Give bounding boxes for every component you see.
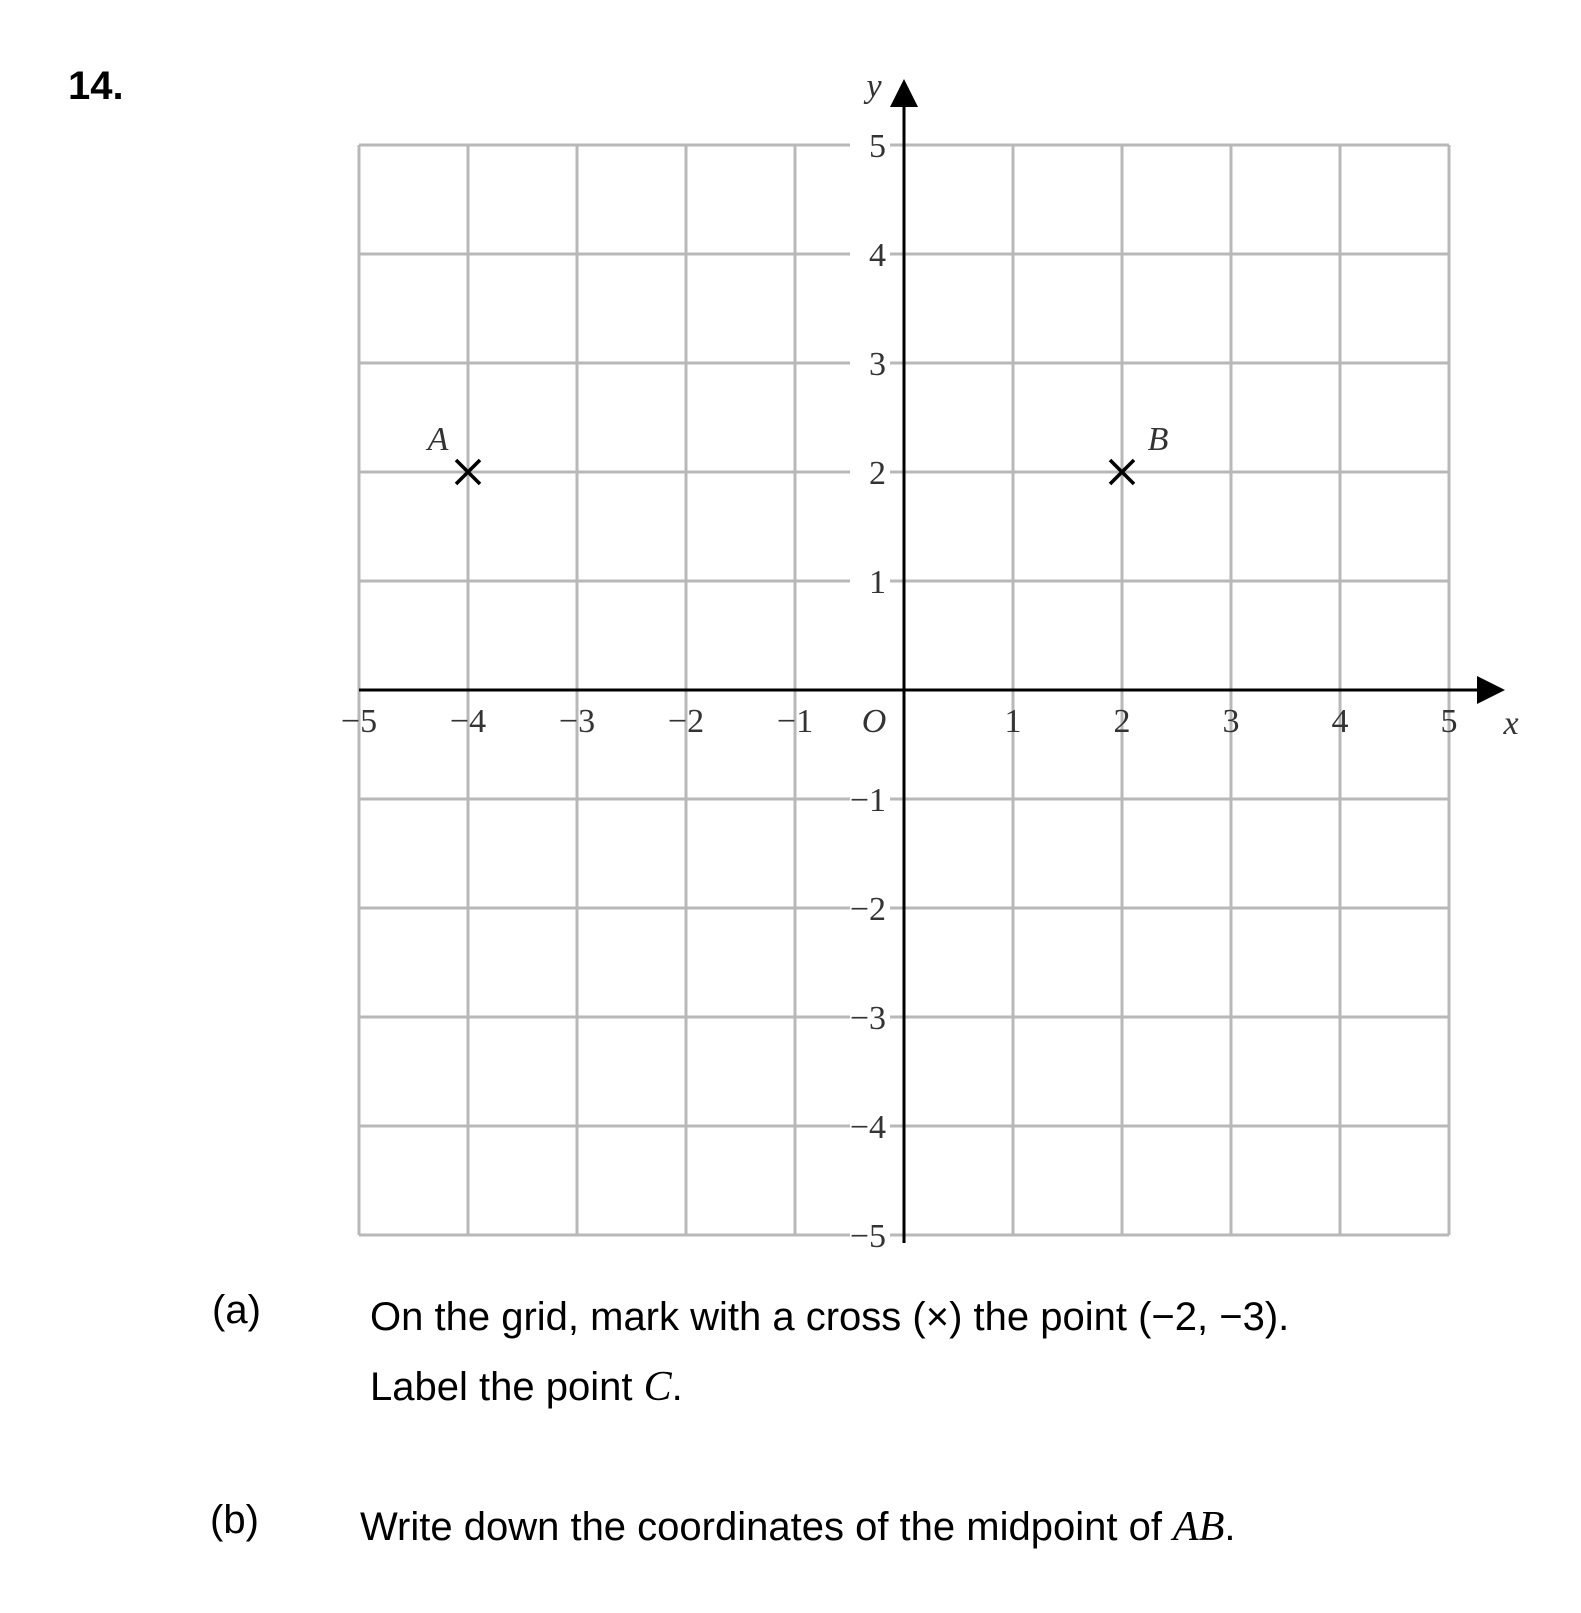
y-tick-label: 3 <box>869 346 886 383</box>
y-axis-arrow <box>890 79 918 107</box>
x-tick-label: −3 <box>558 703 596 740</box>
part-b-suffix: . <box>1224 1505 1236 1549</box>
point-c-variable: C <box>643 1364 672 1410</box>
part-a-label: (a) <box>212 1288 261 1332</box>
question-number: 14. <box>68 64 124 108</box>
y-tick-label: 4 <box>869 237 886 274</box>
y-tick-label: 1 <box>869 564 886 601</box>
point-a-label: A <box>427 421 449 458</box>
origin-label: O <box>861 703 887 740</box>
part-a-line2-suffix: . <box>671 1365 683 1409</box>
y-tick-label: −2 <box>849 891 886 928</box>
part-b-prefix: Write down the coordinates of the midpoint of <box>360 1505 1174 1549</box>
y-axis-label: y <box>866 68 882 105</box>
part-a-line2-prefix: Label the point <box>370 1365 644 1409</box>
part-b-label: (b) <box>210 1498 259 1542</box>
x-tick-label: 1 <box>1004 703 1022 740</box>
y-tick-label: 2 <box>869 455 886 492</box>
y-tick-label: 5 <box>869 128 886 165</box>
point-b-label: B <box>1147 421 1169 458</box>
ab-variable: AB <box>1173 1504 1225 1550</box>
x-tick-label: −2 <box>667 703 705 740</box>
y-tick-label: −1 <box>849 782 886 819</box>
x-tick-label: −4 <box>449 703 487 740</box>
y-tick-label: −5 <box>849 1218 886 1255</box>
y-tick-label: −3 <box>849 1000 886 1037</box>
x-tick-label: 3 <box>1222 703 1240 740</box>
part-b-text <box>360 1492 1235 1562</box>
part-a-line2 <box>370 1352 1289 1422</box>
part-a-line1: On the grid, mark with a cross (×) the point (−2, −3). <box>370 1295 1290 1339</box>
y-tick-label: −4 <box>849 1109 886 1146</box>
x-tick-label: −5 <box>340 703 378 740</box>
x-tick-label: 5 <box>1440 703 1458 740</box>
part-a-text <box>370 1282 1289 1422</box>
x-tick-label: −1 <box>776 703 814 740</box>
x-axis-label: x <box>1503 705 1519 742</box>
x-tick-label: 4 <box>1331 703 1349 740</box>
x-axis-arrow <box>1477 676 1505 704</box>
x-tick-label: 2 <box>1113 703 1131 740</box>
